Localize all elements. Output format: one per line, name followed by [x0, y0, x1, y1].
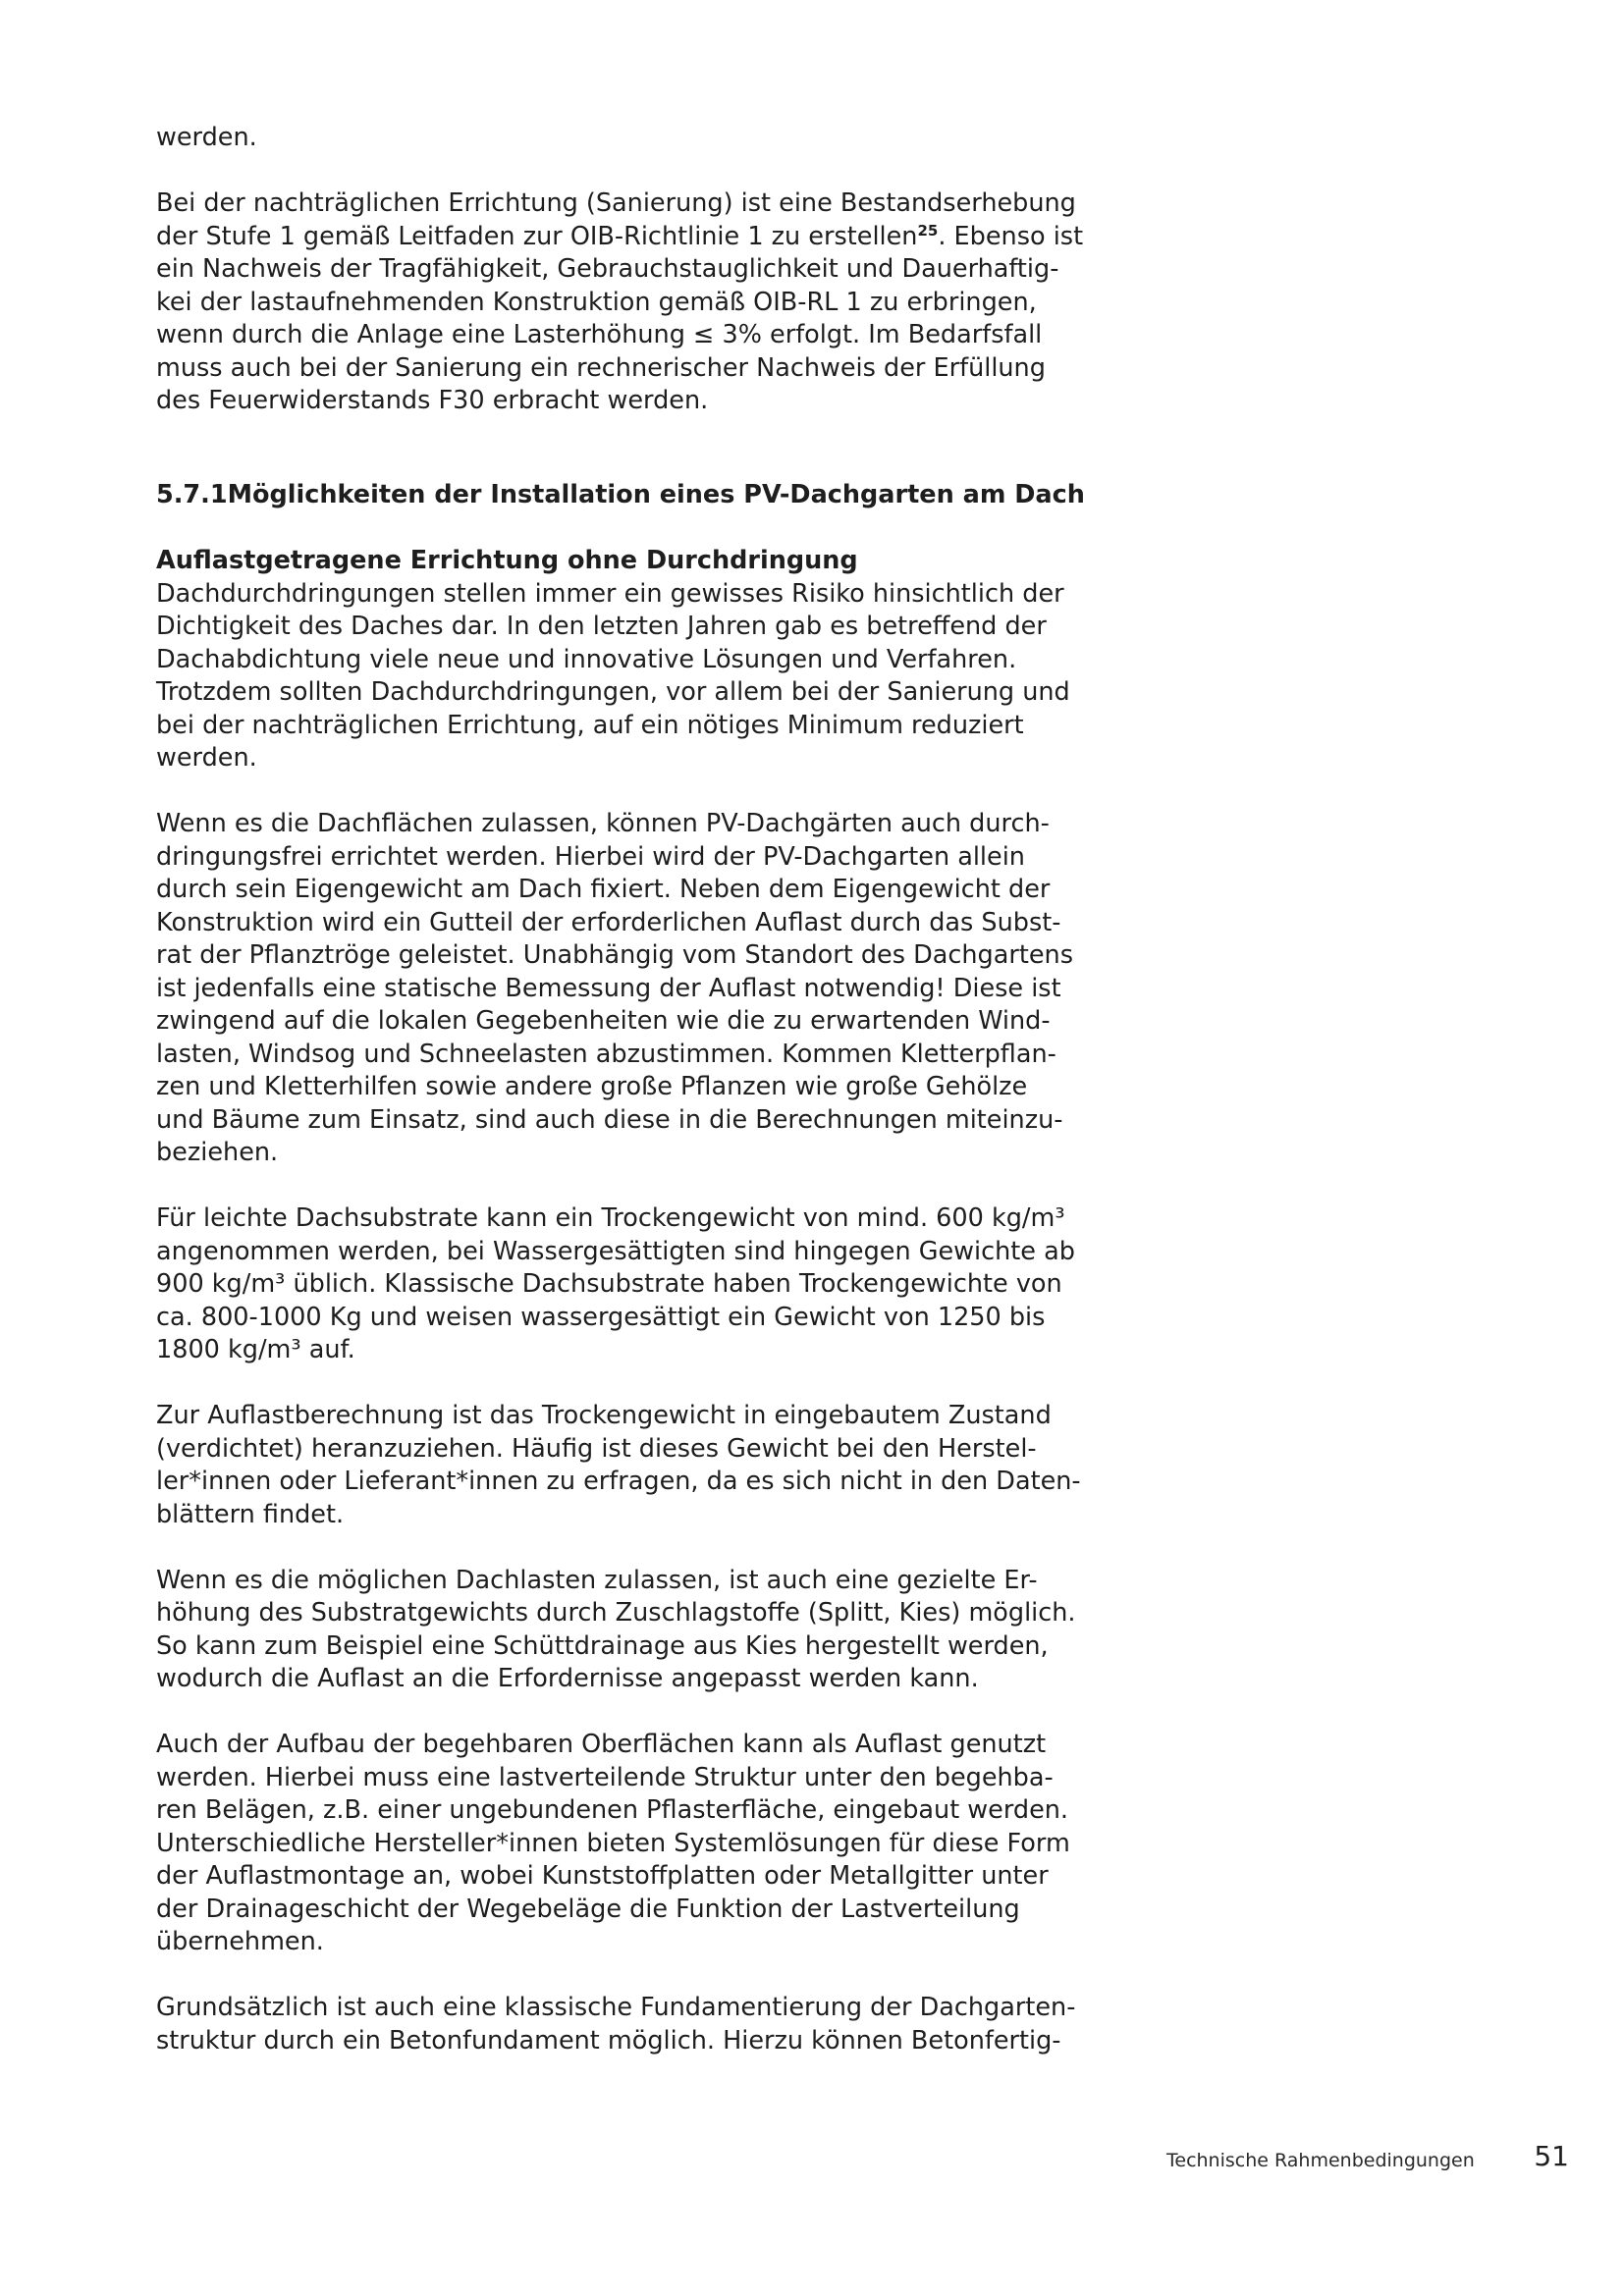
text-line: ein Nachweis der Tragfähigkeit, Gebrauchstauglichkeit und Dauerhaftig-: [156, 254, 1059, 284]
text-line: zen und Kletterhilfen sowie andere große Pflanzen wie große Gehölze: [156, 1072, 1028, 1101]
text-line: Konstruktion wird ein Gutteil der erforderlichen Auflast durch das Subst-: [156, 907, 1061, 937]
text-line: angenommen werden, bei Wassergesättigten sind hingegen Gewichte ab: [156, 1236, 1075, 1266]
section-heading: [156, 479, 1085, 512]
text-line: Unterschiedliche Hersteller*innen bieten Systemlösungen für diese Form: [156, 1828, 1070, 1858]
text-line: Zur Auflastberechnung ist das Trockengewicht in eingebautem Zustand: [156, 1401, 1052, 1430]
paragraph-substrate-weights: [156, 1202, 1081, 1367]
text-line: wenn durch die Anlage eine Lasterhöhung ≤ 3% erfolgt. Im Bedarfsfall: [156, 320, 1043, 349]
text-line: übernehmen.: [156, 1927, 324, 1956]
text-line: rat der Pflanztröge geleistet. Unabhängig vom Standort des Dachgartens: [156, 940, 1073, 970]
text-line: beziehen.: [156, 1138, 279, 1167]
paragraph-spacer: [156, 775, 1081, 809]
text-line: Dichtigkeit des Daches dar. In den letzten Jahren gab es betreffend der: [156, 612, 1047, 641]
paragraph-spacer: [156, 1531, 1081, 1565]
text-line: ler*innen oder Lieferant*innen zu erfragen, da es sich nicht in den Daten-: [156, 1467, 1081, 1496]
text-line: blättern findet.: [156, 1499, 345, 1529]
text-line: wodurch die Auflast an die Erfordernisse angepasst werden kann.: [156, 1664, 979, 1693]
paragraph-load-design: [156, 808, 1081, 1170]
paragraph-walkable-surfaces: [156, 1729, 1081, 1959]
paragraph-spacer: [156, 1367, 1081, 1401]
text-line: Wenn es die Dachflächen zulassen, können PV-Dachgärten auch durch-: [156, 809, 1050, 838]
text-line: ist jedenfalls eine statische Bemessung der Auflast notwendig! Diese ist: [156, 973, 1061, 1003]
text-line: der Drainageschicht der Wegebeläge die Funktion der Lastverteilung: [156, 1894, 1020, 1924]
text-line: struktur durch ein Betonfundament möglich. Hierzu können Betonfertig-: [156, 2025, 1061, 2056]
text-line: ca. 800-1000 Kg und weisen wassergesättigt ein Gewicht von 1250 bis: [156, 1302, 1046, 1332]
text-line: Dachabdichtung viele neue und innovative Lösungen und Verfahren.: [156, 644, 1017, 674]
paragraph-without-penetration: [156, 545, 1081, 775]
text-line: der Auflastmontage an, wobei Kunststoffplatten oder Metallgitter unter: [156, 1861, 1049, 1891]
body-text: [156, 122, 1085, 2057]
text-line: Für leichte Dachsubstrate kann ein Trockengewicht von mind. 600 kg/m³: [156, 1203, 1065, 1233]
text-line: Dachdurchdringungen stellen immer ein gewisses Risiko hinsichtlich der: [156, 578, 1064, 609]
paragraph-intro-end: [156, 122, 1081, 155]
text-line: Bei der nachträglichen Errichtung (Sanierung) ist eine Bestandserhebung: [156, 188, 1076, 218]
text-fragment: . Ebenso ist: [938, 221, 1084, 251]
footnote-reference[interactable]: 25: [917, 221, 939, 240]
text-line: dringungsfrei errichtet werden. Hierbei wird der PV-Dachgarten allein: [156, 841, 1025, 872]
subheading: Auflastgetragene Errichtung ohne Durchdringung: [156, 546, 858, 575]
text-line: Grundsätzlich ist auch eine klassische Fundamentierung der Dachgarten-: [156, 1993, 1076, 2022]
footer-section-label: Technische Rahmenbedingungen: [1166, 2150, 1475, 2171]
paragraph-spacer: [156, 1959, 1081, 1993]
text-line: Auch der Aufbau der begehbaren Oberflächen kann als Auflast genutzt: [156, 1730, 1047, 1759]
text-line: werden. Hierbei muss eine lastverteilende Struktur unter den begehba-: [156, 1762, 1054, 1792]
text-line: zwingend auf die lokalen Gegebenheiten wie die zu erwartenden Wind-: [156, 1006, 1051, 1036]
text-line: kei der lastaufnehmenden Konstruktion gemäß OIB-RL 1 zu erbringen,: [156, 287, 1037, 317]
text-line: werden.: [156, 743, 257, 773]
paragraph-renovation: [156, 187, 1084, 418]
text-line: des Feuerwiderstands F30 erbracht werden.: [156, 386, 709, 415]
paragraph-spacer: [156, 155, 1081, 188]
text-line: werden.: [156, 123, 257, 152]
text-line: (verdichtet) heranzuziehen. Häufig ist dieses Gewicht bei den Herstel-: [156, 1433, 1037, 1464]
paragraph-dry-weight: [156, 1400, 1081, 1531]
section-title: Möglichkeiten der Installation eines PV-Dachgarten am Dach: [227, 479, 1085, 509]
text-line: und Bäume zum Einsatz, sind auch diese in die Berechnungen miteinzu-: [156, 1104, 1063, 1135]
text-line: muss auch bei der Sanierung ein rechnerischer Nachweis der Erfüllung: [156, 352, 1046, 383]
text-line: durch sein Eigengewicht am Dach fixiert. Neben dem Eigengewicht der: [156, 875, 1051, 904]
text-line: Trotzdem sollten Dachdurchdringungen, vor allem bei der Sanierung und: [156, 677, 1070, 707]
paragraph-spacer: [156, 1170, 1081, 1203]
section-number: 5.7.1: [156, 479, 228, 509]
text-line: 1800 kg/m³ auf.: [156, 1335, 355, 1364]
text-line: Wenn es die möglichen Dachlasten zulassen, ist auch eine gezielte Er-: [156, 1565, 1038, 1595]
page-number: 51: [1534, 2140, 1569, 2172]
paragraph-aggregates: [156, 1565, 1081, 1696]
text-fragment: der Stufe 1 gemäß Leitfaden zur OIB-Richtlinie 1 zu erstellen: [156, 221, 918, 251]
text-line: lasten, Windsog und Schneelasten abzustimmen. Kommen Kletterpflan-: [156, 1039, 1056, 1069]
text-line: bei der nachträglichen Errichtung, auf ein nötiges Minimum reduziert: [156, 710, 1024, 740]
text-line: ren Belägen, z.B. einer ungebundenen Pflasterfläche, eingebaut werden.: [156, 1795, 1069, 1825]
paragraph-spacer: [156, 1696, 1081, 1730]
text-line: 900 kg/m³ üblich. Klassische Dachsubstrate haben Trockengewichte von: [156, 1269, 1062, 1299]
paragraph-foundation: [156, 1992, 1081, 2057]
text-line-with-footnote: [156, 221, 1084, 254]
text-line: höhung des Substratgewichts durch Zuschlagstoffe (Splitt, Kies) möglich.: [156, 1598, 1076, 1628]
text-line: So kann zum Beispiel eine Schüttdrainage aus Kies hergestellt werden,: [156, 1630, 1049, 1661]
